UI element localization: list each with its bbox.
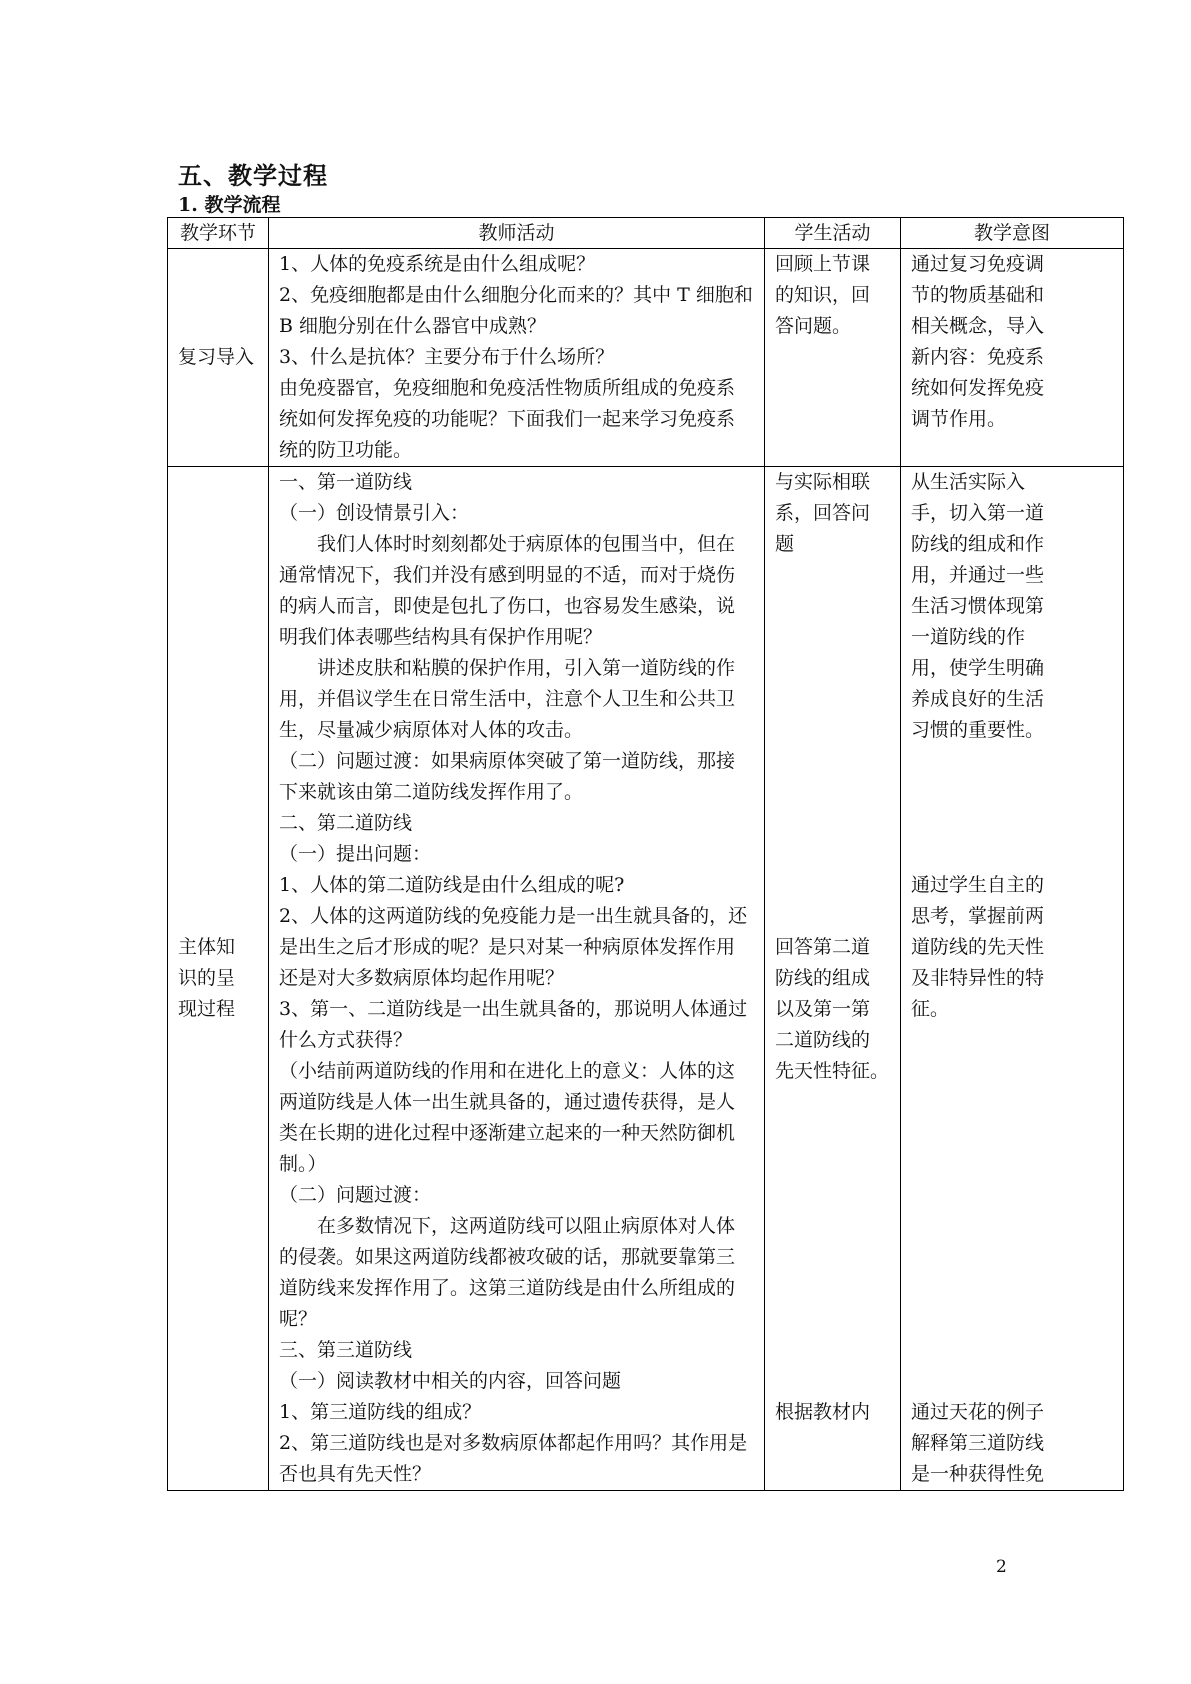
text-line: 习惯的重要性。	[911, 719, 1045, 741]
text-line: 生活习惯体现第	[911, 595, 1045, 617]
text-line: 的知识，回	[775, 284, 871, 306]
text-line: 生，尽量减少病原体对人体的攻击。	[279, 719, 584, 741]
header-intent: 教学意图	[901, 218, 1124, 249]
text-line: 思考，掌握前两	[911, 905, 1045, 927]
table-row	[168, 249, 1124, 467]
text-line: 否也具有先天性？	[279, 1463, 432, 1485]
text-line: 的病人而言，即使是包扎了伤口，也容易发生感染，说	[279, 595, 736, 617]
text-line: （小结前两道防线的作用和在进化上的意义：人体的这	[279, 1060, 736, 1082]
stage-cell	[168, 467, 269, 1491]
text-line: 解释第三道防线	[911, 1432, 1045, 1454]
text-line: 通过学生自主的	[911, 874, 1045, 896]
text-line: 复习导入	[178, 346, 255, 368]
header-teacher-activity: 教师活动	[269, 218, 765, 249]
text-line: 在多数情况下，这两道防线可以阻止病原体对人体	[279, 1215, 736, 1237]
text-line: 征。	[911, 998, 950, 1020]
text-line: 与实际相联	[775, 471, 871, 493]
intent-group	[911, 1397, 1115, 1490]
text-line: 3、第一、二道防线是一出生就具备的，那说明人体通过	[279, 998, 748, 1020]
text-line: 的侵袭。如果这两道防线都被攻破的话，那就要靠第三	[279, 1246, 736, 1268]
text-line: 讲述皮肤和粘膜的保护作用，引入第一道防线的作	[279, 657, 736, 679]
section-heading: 五、教学过程	[178, 161, 328, 190]
text-line: 题	[775, 533, 795, 555]
text-line: （一）阅读教材中相关的内容，回答问题	[279, 1370, 622, 1392]
text-line: 3、什么是抗体？主要分布于什么场所？	[279, 346, 615, 368]
text-line: 根据教材内	[775, 1401, 871, 1423]
text-line: B 细胞分别在什么器官中成熟？	[279, 315, 547, 337]
text-line: 呢？	[279, 1308, 318, 1330]
text-line: 节的物质基础和	[911, 284, 1045, 306]
text-line: 还是对大多数病原体均起作用呢？	[279, 967, 565, 989]
text-line: 统的防卫功能。	[279, 439, 413, 461]
student-activity-cell	[765, 249, 901, 467]
text-line: 防线的组成和作	[911, 533, 1045, 555]
student-activity-group	[775, 1397, 892, 1428]
text-line: 三、第三道防线	[279, 1339, 413, 1361]
text-line: （二）问题过渡：	[279, 1184, 432, 1206]
text-line: 系，回答问	[775, 502, 871, 524]
intent-group	[911, 870, 1115, 1025]
intent-cell	[901, 467, 1124, 1491]
student-activity-group	[775, 932, 892, 1087]
text-line: 下来就该由第二道防线发挥作用了。	[279, 781, 584, 803]
text-line: 以及第一第	[775, 998, 871, 1020]
text-line: 1、人体的免疫系统是由什么组成呢？	[279, 253, 596, 275]
teacher-activity-cell	[269, 249, 765, 467]
text-line: 两道防线是人体一出生就具备的，通过遗传获得，是人	[279, 1091, 736, 1113]
text-line: 回答第二道	[775, 936, 871, 958]
student-activity-group	[775, 467, 892, 560]
text-line: （一）提出问题：	[279, 843, 432, 865]
text-line: 二、第二道防线	[279, 812, 413, 834]
text-line: 新内容：免疫系	[911, 346, 1045, 368]
text-line: 相关概念，导入	[911, 315, 1045, 337]
text-line: 养成良好的生活	[911, 688, 1045, 710]
text-line: 什么方式获得？	[279, 1029, 413, 1051]
text-line: 1、第三道防线的组成？	[279, 1401, 482, 1423]
header-student-activity: 学生活动	[765, 218, 901, 249]
sub-heading: 1. 教学流程	[178, 194, 281, 216]
text-line: 用，使学生明确	[911, 657, 1045, 679]
text-line: 现过程	[178, 998, 236, 1020]
text-line: 调节作用。	[911, 408, 1007, 430]
text-line: 通过天花的例子	[911, 1401, 1045, 1423]
text-line: 类在长期的进化过程中逐渐建立起来的一种天然防御机	[279, 1122, 736, 1144]
text-line: 主体知	[178, 936, 236, 958]
table-row	[168, 467, 1124, 1491]
text-line: 由免疫器官，免疫细胞和免疫活性物质所组成的免疫系	[279, 377, 736, 399]
text-line: 道防线来发挥作用了。这第三道防线是由什么所组成的	[279, 1277, 736, 1299]
text-line: 及非特异性的特	[911, 967, 1045, 989]
text-line: 制。）	[279, 1153, 327, 1175]
text-line: 1、人体的第二道防线是由什么组成的呢?	[279, 874, 625, 896]
header-stage: 教学环节	[168, 218, 269, 249]
stage-cell	[168, 249, 269, 467]
text-line: 先天性特征。	[775, 1060, 890, 1082]
text-line: 二道防线的	[775, 1029, 871, 1051]
text-line: 明我们体表哪些结构具有保护作用呢？	[279, 626, 603, 648]
teaching-process-table	[167, 217, 1124, 1491]
text-line: 手，切入第一道	[911, 502, 1045, 524]
text-line: 答问题。	[775, 315, 852, 337]
intent-cell	[901, 249, 1124, 467]
text-line: 回顾上节课	[775, 253, 871, 275]
text-line: 我们人体时时刻刻都处于病原体的包围当中，但在	[279, 533, 736, 555]
text-line: 2、免疫细胞都是由什么细胞分化而来的？其中 T 细胞和	[279, 284, 753, 306]
text-line: 通过复习免疫调	[911, 253, 1045, 275]
text-line: 用，并通过一些	[911, 564, 1045, 586]
text-line: 从生活实际入	[911, 471, 1026, 493]
text-line: 用，并倡议学生在日常生活中，注意个人卫生和公共卫	[279, 688, 736, 710]
text-line: 一、第一道防线	[279, 471, 413, 493]
text-line: 一道防线的作	[911, 626, 1026, 648]
text-line: 通常情况下，我们并没有感到明显的不适，而对于烧伤	[279, 564, 736, 586]
page-number: 2	[996, 1557, 1007, 1577]
text-line: 识的呈	[178, 967, 236, 989]
table-header-row	[168, 218, 1124, 249]
text-line: 是出生之后才形成的呢？是只对某一种病原体发挥作用	[279, 936, 736, 958]
text-line: 2、第三道防线也是对多数病原体都起作用吗？其作用是	[279, 1432, 748, 1454]
text-line: 统如何发挥免疫的功能呢？下面我们一起来学习免疫系	[279, 408, 736, 430]
teacher-activity-cell	[269, 467, 765, 1491]
text-line: 道防线的先天性	[911, 936, 1045, 958]
text-line: （一）创设情景引入：	[279, 502, 470, 524]
student-activity-cell	[765, 467, 901, 1491]
text-line: 防线的组成	[775, 967, 871, 989]
intent-group	[911, 467, 1115, 746]
text-line: 是一种获得性免	[911, 1463, 1045, 1485]
text-line: （二）问题过渡：如果病原体突破了第一道防线，那接	[279, 750, 736, 772]
text-line: 2、人体的这两道防线的免疫能力是一出生就具备的，还	[279, 905, 748, 927]
text-line: 统如何发挥免疫	[911, 377, 1045, 399]
